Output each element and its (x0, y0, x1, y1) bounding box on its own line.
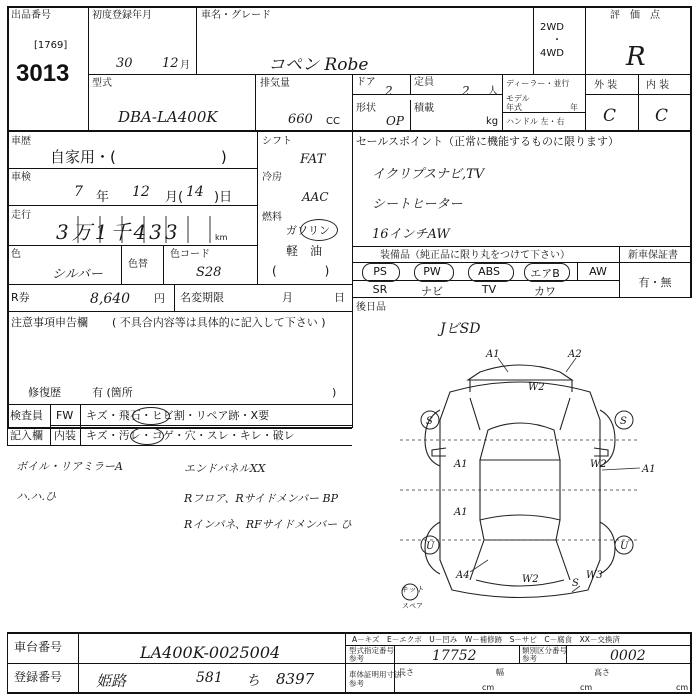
handle-label: ハンドル 左・右 (506, 117, 565, 126)
color-code-value: S28 (196, 265, 222, 280)
equip-leather: カワ (534, 285, 556, 298)
length-unit: cm (482, 683, 495, 692)
displacement-value: 660 (288, 112, 313, 127)
shift-label: シフト (262, 136, 292, 147)
dimensions-label: 車体証明用寸法 参考 (349, 670, 402, 688)
note-right-3: Rインパネ、RFサイドメンバー ひ (184, 518, 352, 531)
plate-kana: ち (246, 673, 260, 689)
height-label: 高さ (594, 668, 610, 677)
damage-code-3: W2 (528, 382, 545, 393)
damage-code-8: A1 (454, 459, 468, 470)
first-reg-month: 12 (162, 56, 179, 71)
score-label: 評 価 点 (610, 10, 660, 21)
category-value: 0002 (610, 648, 646, 664)
lot-sub: [1769] (34, 40, 68, 51)
height-unit: cm (676, 683, 689, 692)
capacity-value: 2 (462, 84, 470, 98)
length-label: 長さ (398, 668, 414, 677)
damage-code-1: A1 (486, 349, 500, 360)
car-name-label: 車名・グレード (201, 10, 271, 21)
drive-dot: ・ (552, 35, 562, 46)
interior-insp-label: 内装 (54, 429, 76, 442)
color-change-label: 色替 (128, 259, 148, 270)
interior-value: C (655, 106, 669, 126)
model-value: DBA-LA400K (118, 108, 218, 126)
damage-code-14: S (572, 578, 579, 589)
inspector-label-2: 記入欄 (10, 429, 43, 442)
note-right-2: Rフロア、Rサイドメンバー BP (184, 492, 339, 505)
damage-code-7: A1 (642, 464, 656, 475)
recycle-value: 8,640 (90, 291, 131, 307)
year-unit: 年 (570, 103, 578, 112)
plate-number: 8397 (276, 670, 315, 688)
color-value: シルバー (52, 267, 103, 282)
interior-insp-text: キズ・汚レ・コゲ・穴・スレ・キレ・破レ (86, 429, 295, 442)
note-left-2: ハ.ハ.ひ (16, 490, 56, 503)
recycle-label: R券 (11, 291, 30, 304)
warranty-value: 有・無 (638, 276, 672, 289)
history-value: 自家用・( ) (50, 148, 227, 166)
history-label: 車歴 (11, 136, 31, 147)
warranty-label: 新車保証書 (628, 250, 678, 261)
damage-legend: A－キズ E－エクボ U－凹み W－補修跡 S－サビ C－腐食 XX－交換済 (352, 635, 620, 644)
name-change-month: 月 (282, 291, 293, 304)
lot-label: 出品番号 (11, 10, 51, 21)
drive-4wd: 4WD (540, 48, 564, 59)
kit-label: キット (400, 585, 424, 594)
shape-value: OP (386, 114, 404, 128)
mileage-value: 3万1千433 (56, 220, 181, 244)
dealer-label: ディーラー・並行 (506, 79, 570, 88)
selling-point-2: シートヒーター (372, 197, 463, 212)
name-change-label: 名変期限 (180, 291, 224, 304)
fuel-diesel: 軽 油 (286, 244, 323, 258)
capacity-label: 定員 (414, 77, 434, 88)
ac-value: AAC (302, 190, 329, 204)
equip-navi: ナビ (421, 285, 443, 298)
inspection-day: 14 (186, 184, 204, 200)
drive-2wd: 2WD (540, 22, 564, 33)
inspection-year-unit: 年 (96, 190, 110, 205)
plate-class: 581 (196, 670, 223, 686)
inspection-label: 車検 (11, 172, 31, 183)
equip-airbag: エアB (530, 267, 560, 280)
first-reg-year: 30 (116, 56, 133, 71)
capacity-unit: 人 (488, 86, 498, 97)
mileage-label: 走行 (11, 210, 31, 221)
plate-area: 姫路 (96, 672, 127, 690)
fuel-label: 燃料 (262, 212, 282, 223)
model-designation-label: 型式指定番号 参考 (349, 646, 394, 663)
load-unit: kg (486, 116, 499, 127)
ac-label: 冷房 (262, 172, 282, 183)
recycle-yen: 円 (154, 292, 165, 305)
equip-sr: SR (372, 283, 388, 296)
inspection-year: 7 (74, 184, 83, 200)
damage-code-13: W2 (522, 574, 539, 585)
km-unit: km (215, 233, 228, 242)
damage-code-2: A2 (568, 349, 582, 360)
damage-code-11: U (620, 541, 629, 552)
category-label: 類別区分番号 参考 (522, 646, 567, 663)
kit-sub: スペア (402, 602, 423, 610)
inspection-month-unit: 月( (165, 190, 184, 205)
after-date-value: JビSD (440, 321, 481, 337)
equip-abs: ABS (478, 265, 500, 278)
width-label: 幅 (496, 668, 504, 677)
equip-tv: TV (481, 283, 497, 296)
equip-ps: PS (373, 265, 387, 278)
damage-code-15: W3 (586, 570, 603, 581)
equip-pw: PW (423, 265, 441, 278)
repair-label: 修復歴 (28, 386, 61, 399)
after-date-label: 後日品 (356, 302, 386, 313)
load-label: 積載 (414, 103, 434, 114)
note-left-1: ボイル・リアミラーA (16, 460, 123, 473)
inspection-day-unit: )日 (214, 190, 233, 205)
exterior-value: C (603, 106, 617, 126)
selling-point-3: 16インチAW (372, 227, 450, 242)
inspection-month: 12 (132, 184, 150, 200)
month-unit: 月 (180, 60, 190, 71)
damage-code-9: A1 (454, 507, 468, 518)
first-reg-label: 初度登録年月 (92, 10, 152, 21)
shape-label: 形状 (356, 103, 376, 114)
damage-code-6: W2 (590, 459, 607, 470)
model-year-label: モデル 年式 (506, 94, 530, 112)
inspector-label-1: 検査員 (10, 409, 43, 422)
doors-value: 2 (385, 84, 393, 98)
plate-label: 登録番号 (14, 670, 63, 684)
score-value: R (626, 42, 646, 72)
equipment-label: 装備品（純正品に限り丸をつけて下さい） (380, 250, 570, 261)
displacement-unit: CC (326, 116, 340, 127)
selling-point-1: イクリプスナビ,TV (372, 167, 485, 182)
damage-code-10: U (426, 541, 435, 552)
fuel-paren: ( ) (272, 264, 330, 278)
car-name: コペン Robe (268, 55, 369, 75)
doors-label: ドア (356, 77, 376, 88)
notes-label: 注意事項申告欄 (11, 316, 88, 329)
chassis-label: 車台番号 (14, 640, 63, 654)
exterior-label: 外 装 (594, 80, 618, 91)
fuel-gasoline: ガソリン (286, 224, 330, 237)
color-label: 色 (11, 249, 21, 260)
model-designation-value: 17752 (432, 648, 477, 664)
interior-label: 内 装 (646, 80, 670, 91)
chassis-value: LA400K-0025004 (140, 643, 281, 662)
width-unit: cm (580, 683, 593, 692)
fw-label: FW (56, 409, 74, 422)
fw-text: キズ・飛石・ヒビ割・リペア跡・X要 (86, 409, 270, 422)
damage-code-4: S (426, 416, 433, 427)
shift-value: FAT (300, 152, 326, 167)
note-right-1: エンドパネルXX (184, 462, 266, 475)
lot-number: 3013 (16, 60, 70, 87)
name-change-day: 日 (334, 291, 345, 304)
damage-code-12: A4 (456, 570, 470, 581)
repair-close: ) (332, 386, 337, 399)
equip-aw: AW (589, 265, 607, 278)
displacement-label: 排気量 (260, 78, 290, 89)
notes-hint: ( 不具合内容等は具体的に記入して下さい ) (112, 316, 326, 329)
selling-points-label: セールスポイント（正常に機能するものに限ります） (356, 135, 620, 148)
color-code-label: 色コード (170, 249, 210, 260)
repair-value: 有 (箇所 (92, 386, 133, 399)
damage-code-5: S (620, 416, 627, 427)
model-label: 型式 (92, 78, 112, 89)
